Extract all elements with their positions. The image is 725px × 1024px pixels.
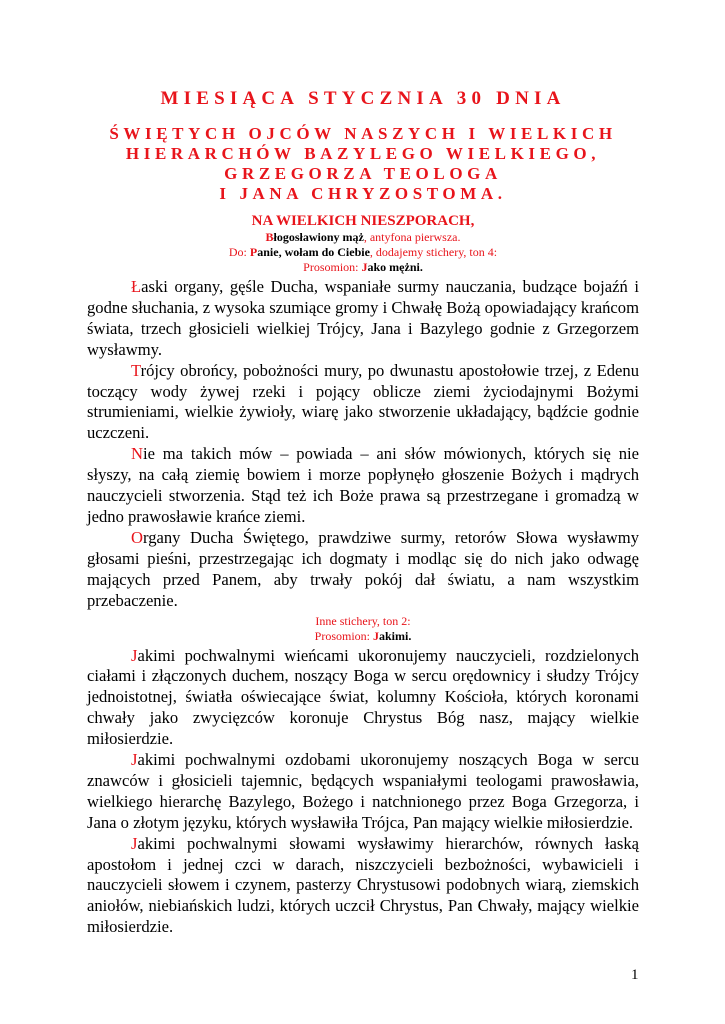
rubric-bold-text: akimi. — [379, 628, 412, 643]
rubric-prosomion — [87, 260, 639, 275]
stanza-initial: Ł — [131, 277, 142, 296]
stanza — [87, 444, 639, 528]
subtitle-line: I JANA CHRYZOSTOMA. — [219, 184, 507, 203]
stanza-text: ie ma takich mów – powiada – ani słów mówionych, których się nie słyszy, na całą ziemię bowiem i morze popłynęło głoszenie Bożych i mądrych nauczycieli stworzenia. Stąd też ich Boże prawa są przestrzegane i gromadzą w jedno prawosławie krańce ziemi. — [87, 444, 639, 526]
page-number: 1 — [631, 967, 639, 983]
stanza-initial: O — [131, 527, 143, 547]
subtitle-line: HIERARCHÓW BAZYLEGO WIELKIEGO, — [125, 144, 601, 163]
rubric-bold-text: anie, wołam do Ciebie — [257, 245, 370, 259]
rubric-bold-text: ako mężni. — [367, 260, 423, 274]
stanza-text: rójcy obrońcy, pobożności mury, po dwunastu apostołowie trzej, z Edenu toczący wody żywej rzeki i pojący oblicze ziemi życiodajnymi Bożymi strumieniami, wielkie żywioły, wiarę jako stworzenie układający, bądźcie godnie uczczeni. — [87, 360, 639, 443]
rubric-initial: J — [361, 260, 368, 274]
stanza-text: aski organy, gęśle Ducha, wspaniałe surmy nauczania, budzące bojaźń i godne słuchania, z wysoka szumiące gromy i Chwałę Bożą opowiadający krańcom świata, trzech głosicieli wielkiej Trójcy, Jana i Bazylego godnie z Grzegorzem wysławmy. — [87, 277, 639, 359]
stanza — [87, 750, 639, 834]
stanza — [87, 834, 639, 939]
rubric-initial: B — [265, 230, 274, 244]
stanza — [87, 528, 639, 612]
stanza-text: akimi pochwalnymi wieńcami ukoronujemy nauczycieli, rozdzielonych ciałami i złączonych duchem, noszący Boga w sercu orędownicy i słudzy Trójcy jednoistotnej, światła oświecające świat, kolumny Kościoła, których koronami chwały jako zwycięzców koronuje Chrystus Bóg nasz, mający wielkie miłosierdzie. — [87, 645, 639, 749]
stanza-initial: J — [131, 645, 138, 665]
rubric-text: Do: — [228, 245, 250, 259]
stanza-initial: J — [131, 833, 138, 853]
rubric-initial: P — [249, 245, 258, 259]
document-page — [87, 88, 639, 938]
stanza-initial: J — [131, 750, 138, 770]
stanza-initial: N — [131, 444, 143, 464]
feast-subtitle — [87, 124, 639, 204]
rubric-other-stichery: Inne stichery, ton 2: — [315, 613, 411, 628]
stanza-text: akimi pochwalnymi ozdobami ukoronujemy noszących Boga w sercu znawców i głosicieli tajemnic, będących wspaniałymi teologami prawosławia, wielkiego hierarchę Bazylego, Bożego i natchnionego przez Boga Grzegorza, i Jana o złotym języku, których wysławiła Trójca, Pan mający wielkie miłosierdzie. — [87, 750, 639, 832]
stichera-group-1 — [87, 277, 639, 612]
rubric-prosomion-2 — [87, 629, 639, 644]
stichera-group-2 — [87, 646, 639, 939]
subtitle-line: GRZEGORZA TEOLOGA — [224, 164, 502, 183]
rubric-antiphon — [87, 230, 639, 245]
subtitle-line: ŚWIĘTYCH OJCÓW NASZYCH I WIELKICH — [109, 124, 617, 143]
page-title: MIESIĄCA STYCZNIA 30 DNIA — [160, 88, 566, 109]
rubric-text: , antyfona pierwsza. — [363, 230, 461, 244]
stanza-text: rgany Ducha Świętego, prawdziwe surmy, retorów Słowa wysławmy głosami pieśni, przestrzegając ich dogmaty i modląc się do nich jako odwagę mających przed Panem, aby trwały pokój dał światu, a nam wszystkim przebaczenie. — [87, 527, 639, 610]
rubric-text: , dodajemy stichery, ton 4: — [369, 245, 498, 259]
stanza — [87, 361, 639, 445]
stanza-initial: T — [131, 360, 141, 380]
stanza — [87, 277, 639, 361]
stanza-text: akimi pochwalnymi słowami wysławimy hierarchów, równych łaską apostołom i jednej czci w darach, niszczycieli bezbożności, wybawicieli i nauczycieli słowem i czynem, pasterzy Chrystusowi podobnych wiarą, ziemskich aniołów, niebiańskich ludzi, których uczcił Chrystus, Pan Chwały, mający wielkie miłosierdzie. — [87, 833, 639, 937]
rubric-text: Prosomion: — [303, 260, 362, 274]
rubric-bold-text: łogosławiony mąż — [273, 230, 364, 244]
section-heading: NA WIELKICH NIESZPORACH, — [251, 213, 475, 229]
rubric-stichery — [87, 245, 639, 260]
rubric-text: Prosomion: — [314, 628, 373, 643]
stanza — [87, 646, 639, 751]
rubric-initial: J — [373, 628, 379, 643]
